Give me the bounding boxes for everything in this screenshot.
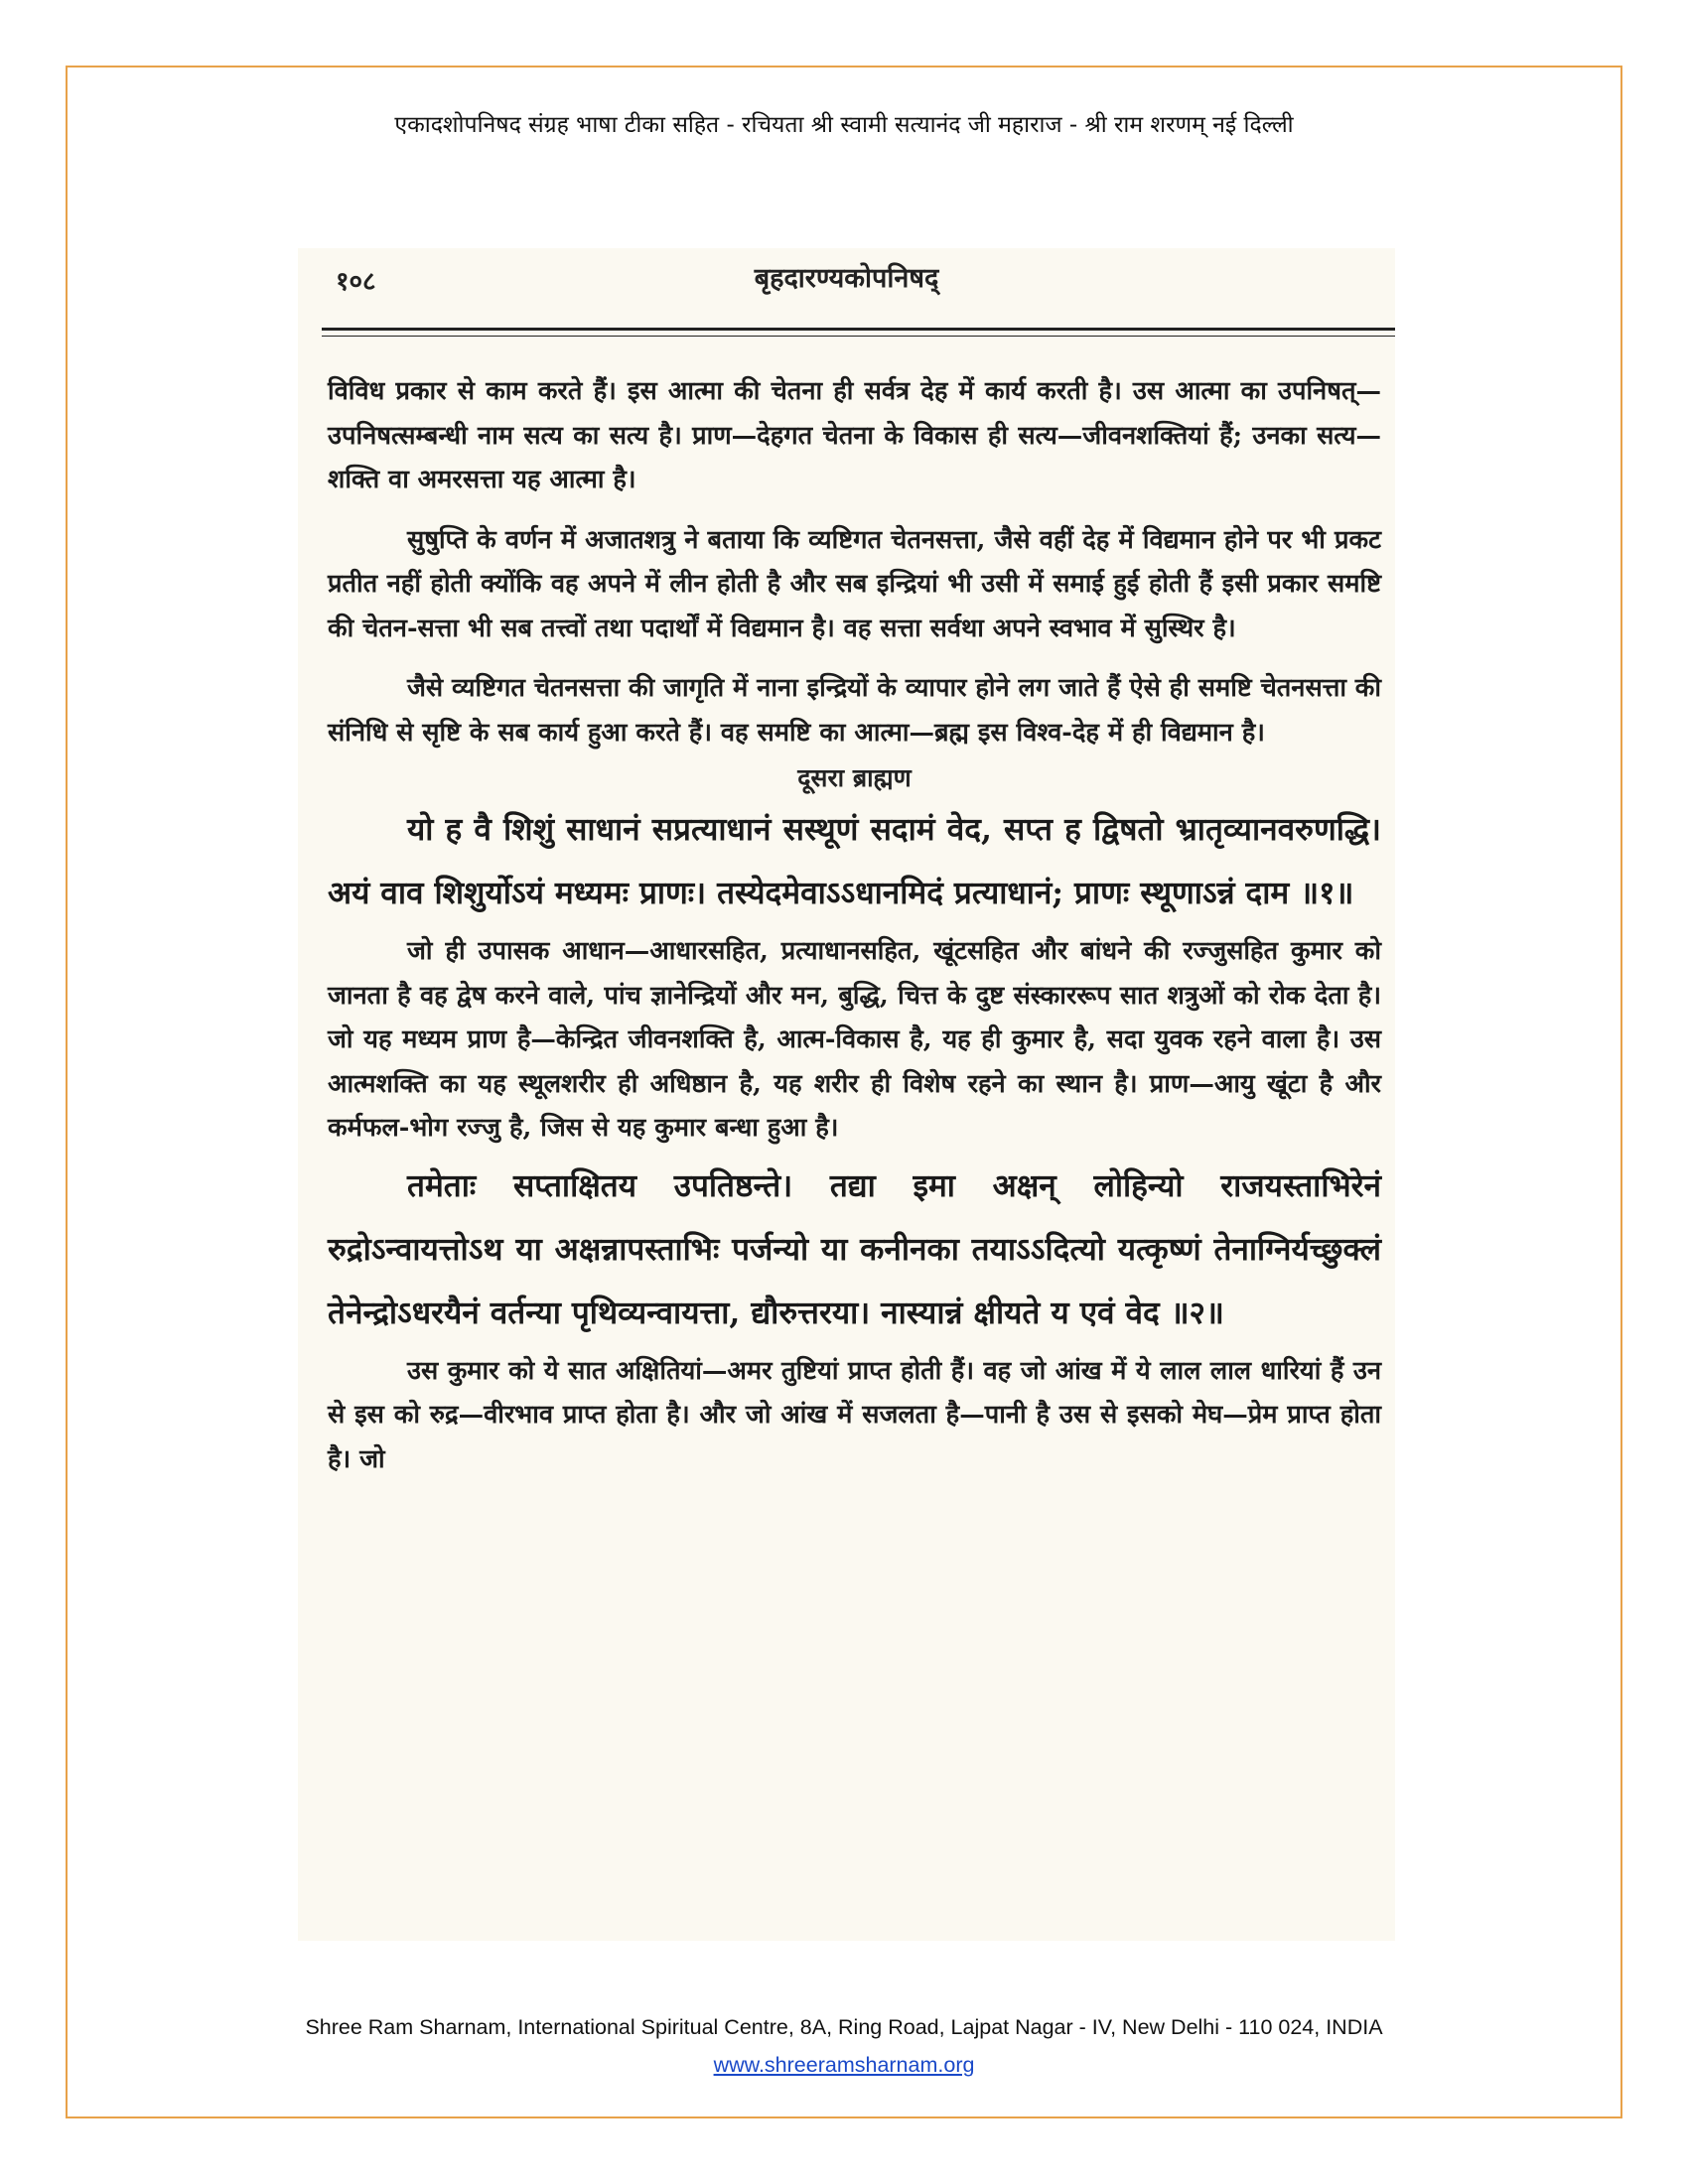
- title-rule-thin: [322, 336, 1395, 337]
- commentary-1: जो ही उपासक आधान—आधारसहित, प्रत्याधानसहित, खूंटसहित और बांधने की रज्जुसहित कुमार को जानता है वह द्वेष करने वाले, पांच ज्ञानेन्द्रियों और मन, बुद्धि, चित्त के दुष्ट संस्काररूप सात शत्रुओं को रोक देता है। जो यह मध्यम प्राण है—केन्द्रित जीवनशक्ति है, आत्म-विकास है, यह ही कुमार है, सदा युवक रहने वाला है। उस आत्मशक्ति का यह स्थूलशरीर ही अधिष्ठान है, यह शरीर ही विशेष रहने का स्थान है। प्राण—आयु खूंटा है और कर्मफल-भोग रज्जु है, जिस से यह कुमार बन्धा हुआ है।: [328, 936, 1381, 1143]
- page-number: १०८: [336, 267, 376, 297]
- title-rule-thick: [322, 328, 1395, 331]
- paragraph-2: सुषुप्ति के वर्णन में अजातशत्रु ने बताया कि व्यष्टिगत चेतनसत्ता, जैसे वहीं देह में विद्यमान होने पर भी प्रकट प्रतीत नहीं होती क्योंकि वह अपने में लीन होती है और सब इन्द्रियां भी उसी में समाई हुई होती हैं इसी प्रकार समष्टि की चेतन-सत्ता भी सब तत्त्वों तथा पदार्थों में विद्यमान है। वह सत्ता सर्वथा अपने स्वभाव में सुस्थिर है।: [328, 524, 1381, 643]
- website-link[interactable]: www.shreeramsharnam.org: [713, 2053, 975, 2077]
- page-header: एकादशोपनिषद संग्रह भाषा टीका सहित - रचियता श्री स्वामी सत्यानंद जी महाराज - श्री राम शरणम् नई दिल्ली: [394, 112, 1294, 138]
- verse-1: यो ह वै शिशुं साधानं सप्रत्याधानं सस्थूणं सदामं वेद, सप्त ह द्विषतो भ्रातृव्यानवरुणद्धि। अयं वाव शिशुर्योऽयं मध्यमः प्राणः। तस्येदमेवाऽऽधानमिदं प्रत्याधानं; प्राणः स्थूणाऽन्नं दाम ॥१॥: [328, 811, 1381, 911]
- verse-2: तमेताः सप्ताक्षितय उपतिष्ठन्ते। तद्या इमा अक्षन् लोहिन्यो राजयस्ताभिरेनं रुद्रोऽन्वायत्तोऽथ या अक्षन्नापस्ताभिः पर्जन्यो या कनीनका तयाऽऽदित्यो यत्कृष्णं तेनाग्निर्यच्छुक्लं तेनेन्द्रोऽधरयैनं वर्तन्या पृथिव्यन्वायत्ता, द्यौरुत्तरया। नास्यान्नं क्षीयते य एवं वेद ॥२॥: [328, 1166, 1381, 1331]
- footer-address: Shree Ram Sharnam, International Spiritual Centre, 8A, Ring Road, Lajpat Nagar - IV, New Delhi - 110 024, INDIA: [305, 2015, 1383, 2039]
- page-title: बृहदारण्यकोपनिषद्: [754, 263, 939, 294]
- footer-website: [0, 2053, 1688, 2078]
- body-text: [328, 369, 1381, 1481]
- section-heading: दूसरा ब्राह्मण: [797, 763, 912, 792]
- commentary-2: उस कुमार को ये सात अक्षितियां—अमर तुष्टियां प्राप्त होती हैं। वह जो आंख में ये लाल लाल धारियां हैं उन से इस को रुद्र—वीरभाव प्राप्त होता है। और जो आंख में सजलता है—पानी है उस से इसको मेघ—प्रेम प्राप्त होता है। जो: [328, 1355, 1381, 1474]
- paragraph-3: जैसे व्यष्टिगत चेतनसत्ता की जागृति में नाना इन्द्रियों के व्यापार होने लग जाते हैं ऐसे ही समष्टि चेतनसत्ता की संनिधि से सृष्टि के सब कार्य हुआ करते हैं। वह समष्टि का आत्मा—ब्रह्म इस विश्व-देह में ही विद्यमान है।: [328, 673, 1381, 748]
- scanned-page: [298, 248, 1395, 1941]
- paragraph-1: विविध प्रकार से काम करते हैं। इस आत्मा की चेतना ही सर्वत्र देह में कार्य करती है। उस आत्मा का उपनिषत्—उपनिषत्सम्बन्धी नाम सत्य का सत्य है। प्राण—देहगत चेतना के विकास ही सत्य—जीवनशक्तियां हैं; उनका सत्य—शक्ति वा अमरसत्ता यह आत्मा है।: [328, 376, 1381, 494]
